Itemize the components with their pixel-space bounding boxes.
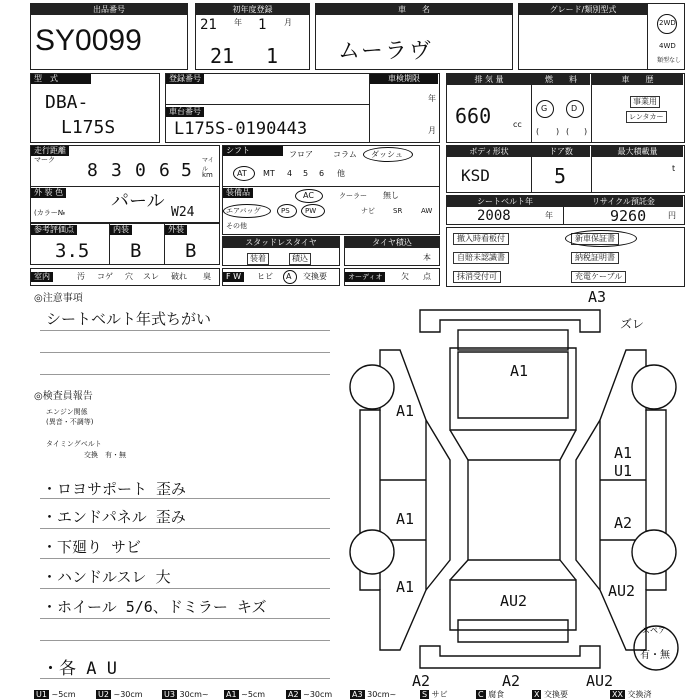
tire-label: タイヤ積込 [345, 237, 439, 248]
lot-label: 出品番号 [31, 4, 187, 15]
fw-a: A [286, 272, 292, 281]
studless-label: スタッドレスタイヤ [223, 237, 339, 248]
studless-loaded: 積込 [289, 253, 311, 265]
trans-4: 4 [287, 169, 293, 178]
exterior-label: 外装 [165, 225, 187, 235]
inspector-item-4: ・ハンドルスレ 大 [42, 568, 171, 586]
capacity-box [592, 145, 685, 193]
mark-a1-left-mid: A1 [396, 510, 415, 528]
cond-dirty: 汚 [77, 272, 85, 281]
fuel-g: G [541, 104, 548, 113]
color-label: 外 装 色 [31, 188, 66, 198]
color-code: W24 [171, 205, 195, 220]
doors-label: ドア数 [532, 146, 590, 157]
legend-key-a3: A3 [352, 690, 363, 699]
mileage-digit-5: 5 [181, 160, 192, 181]
timing-exchange: 交換 有・無 [84, 451, 126, 459]
legend-key-a2: A2 [288, 690, 299, 699]
mileage-digit-2: 3 [111, 160, 122, 181]
equip-navi: ナビ [361, 207, 375, 215]
audio-label: オーディオ [345, 272, 385, 282]
mileage-unit-km: km [202, 171, 213, 179]
seatbelt-unit: 年 [545, 211, 553, 220]
cond-scuff: スレ [143, 272, 159, 281]
mark-a1-roof: A1 [510, 362, 529, 380]
trans-other: 他 [337, 169, 345, 178]
doc-2: 新車保証書 [571, 233, 619, 245]
studless-box [222, 236, 340, 266]
legend-val-a3: 30cm~ [367, 690, 397, 699]
shift-label: シフト [223, 146, 283, 156]
drive-4wd: 4WD [659, 42, 676, 50]
equip-cooler: クーラー [339, 192, 367, 200]
first-reg-year: 21 [210, 44, 235, 68]
reg-label: 登録番号 [166, 74, 204, 84]
legend-key-x: X [534, 690, 540, 699]
timing-label: タイミングベルト [46, 440, 102, 448]
studless-mounted: 装着 [247, 253, 269, 265]
inspector-title: ◎検査員報告 [34, 391, 93, 402]
doors-value: 5 [554, 164, 567, 188]
type-box [30, 73, 160, 143]
spare-value: 有・無 [640, 650, 670, 661]
recycle-value: 9260 [610, 207, 647, 225]
legend-key-u1: U1 [36, 690, 47, 699]
exterior-box [165, 223, 220, 265]
mileage-sub: マーク [34, 156, 55, 164]
legend-val-u1: ~5cm [51, 690, 76, 699]
mark-zure: ズレ [620, 317, 645, 331]
mark-a1-left-rear: A1 [396, 578, 415, 596]
mileage-box [30, 145, 220, 187]
body-box [446, 145, 532, 193]
type-value-2: L175S [61, 117, 116, 138]
legend-key-c: C [478, 690, 484, 699]
item-line-2 [40, 528, 330, 529]
first-reg-label: 初年度登録 [196, 4, 309, 15]
shift-dash: ダッシュ [371, 150, 403, 159]
inspection-year: 年 [428, 94, 436, 103]
inspection-box [370, 73, 440, 143]
mark-a2-rear-bumper: A2 [502, 672, 521, 690]
legend-val-c: 腐食 [488, 690, 505, 699]
shift-floor: フロア [289, 150, 313, 159]
fuel-blank-4: ) [584, 127, 588, 136]
recycle-unit: 円 [668, 211, 676, 220]
fuel-blank-3: ( [566, 127, 570, 136]
doc-6: 充電ケーブル [571, 271, 626, 283]
mileage-digit-3: 0 [135, 160, 146, 181]
note-line-1 [40, 330, 330, 331]
legend-val-s: サビ [431, 690, 448, 699]
fuel-d: D [571, 104, 578, 113]
reg-box [165, 73, 370, 105]
audio-box [344, 268, 440, 286]
capacity-label: 最大積載量 [592, 146, 683, 157]
body-label: ボディ形状 [447, 146, 531, 157]
trans-6: 6 [319, 169, 325, 178]
engine-label: エンジン関係 [46, 408, 88, 416]
chassis-value: L175S-0190443 [174, 119, 308, 139]
doc-1: 撤入時看板付 [453, 233, 509, 245]
usage-box [592, 73, 685, 143]
audio-missing: 欠 [401, 272, 409, 281]
cond-smell: 臭 [203, 272, 211, 281]
fuel-blank-2: ) [556, 127, 560, 136]
item-line-5 [40, 618, 330, 619]
inspector-item-1: ・ロヨサポート 歪み [42, 480, 187, 498]
drive-2wd: 2WD [659, 19, 676, 27]
seatbelt-label: シートベルト年 [447, 196, 563, 207]
displacement-value: 660 [455, 104, 492, 128]
item-line-1 [40, 498, 330, 499]
equip-airbag: エアバッグ [226, 207, 261, 215]
docs-box [446, 227, 685, 287]
item-line-4 [40, 588, 330, 589]
item-line-6 [40, 640, 330, 641]
mileage-label: 走行距離 [31, 146, 69, 156]
interior-label: 内装 [110, 225, 132, 235]
drive-box [648, 3, 685, 70]
doc-2-circle [565, 230, 637, 247]
interior-cond-label: 室内 [31, 272, 53, 282]
chassis-label: 車台番号 [166, 107, 204, 117]
first-reg-box [195, 3, 310, 70]
inspector-item-6: ・各 A U [42, 659, 117, 679]
inspector-item-2: ・エンドパネル 歪み [42, 508, 186, 526]
usage-rental: レンタカー [626, 111, 667, 123]
mark-a1-right-front: A1 [614, 444, 633, 462]
lot-number: SY0099 [35, 24, 142, 57]
shift-column: コラム [333, 150, 357, 159]
mark-u1-right: U1 [614, 462, 633, 480]
doc-4: 納税証明書 [571, 252, 619, 264]
item-line-7 [40, 678, 330, 679]
item-line-3 [40, 558, 330, 559]
body-value: KSD [461, 166, 490, 185]
chassis-box [165, 105, 370, 143]
doc-5: 抹消受付可 [453, 271, 501, 283]
attention-title: ◎注意事項 [34, 293, 83, 304]
grade-label: グレード/類別型式 [519, 4, 647, 15]
first-reg-month-unit: 月 [284, 18, 292, 27]
recycle-box [564, 195, 685, 225]
score-box [30, 223, 110, 265]
trans-mt: MT [263, 169, 275, 178]
first-reg-month-top: 1 [258, 17, 267, 33]
first-reg-year-top: 21 [200, 17, 217, 33]
model-label: 車 名 [316, 4, 512, 15]
note-line-3 [40, 374, 330, 375]
score-label: 参考評価点 [31, 225, 77, 235]
legend-val-a2: ~30cm [303, 690, 333, 699]
score-value: 3.5 [55, 240, 90, 262]
lot-box [30, 3, 188, 70]
legend-val-xx: 交換済 [627, 690, 652, 699]
fuel-label: 燃 料 [532, 74, 590, 85]
cond-tear: 破れ [171, 272, 187, 281]
displacement-box [446, 73, 532, 143]
legend-val-x: 交換要 [544, 690, 569, 699]
legend-val-u3: 30cm~ [179, 690, 209, 699]
capacity-unit: t [672, 164, 676, 173]
equip-aw: AW [421, 207, 433, 215]
mark-a2-right: A2 [614, 514, 633, 532]
mileage-unit-mile: マイル [202, 157, 214, 173]
equip-none: 無し [383, 191, 399, 200]
mileage-digit-1: 8 [87, 160, 98, 181]
mark-au2-rear-right: AU2 [586, 672, 614, 690]
interior-value: B [130, 240, 142, 262]
legend-val-u2: ~30cm [113, 690, 143, 699]
fuel-box [532, 73, 592, 143]
type-label: 型 式 [31, 74, 91, 84]
recycle-label: リサイクル預託金 [564, 196, 683, 207]
equip-pw: PW [305, 207, 317, 215]
displacement-label: 排 気 量 [447, 74, 531, 85]
car-diagram [340, 290, 690, 690]
inspection-month: 月 [428, 126, 436, 135]
trans-at: AT [237, 169, 247, 178]
interior-box [110, 223, 165, 265]
audio-point: 点 [423, 272, 431, 281]
color-code-label: (カラー№ [34, 209, 66, 217]
fw-box [222, 268, 340, 286]
seatbelt-box [446, 195, 564, 225]
grade-box [518, 3, 648, 70]
inspection-label: 車検期限 [370, 74, 438, 84]
usage-business: 事業用 [630, 96, 660, 108]
color-value: パール [111, 191, 165, 212]
attention-text: シートベルト年式ちがい [46, 310, 212, 328]
type-value-1: DBA- [45, 92, 89, 113]
doors-box [532, 145, 592, 193]
equip-ps: PS [281, 207, 290, 215]
legend-key-xx: XX [612, 690, 623, 699]
mark-a3: A3 [588, 290, 607, 306]
cond-burn: コゲ [97, 272, 113, 281]
cond-hole: 穴 [125, 272, 133, 281]
inspector-item-5: ・ホイール 5/6、ドミラー キズ [42, 598, 267, 616]
model-name: ムーラヴ [338, 39, 433, 64]
fw-label: F W [223, 272, 244, 282]
equip-sr: SR [393, 207, 403, 215]
drive-none: 類型なし [657, 57, 682, 64]
shift-box [222, 145, 440, 187]
tire-unit: 本 [423, 253, 431, 262]
fw-crack: ヒビ [257, 272, 273, 281]
seatbelt-value: 2008 [477, 208, 511, 224]
color-box [30, 187, 220, 223]
mark-au2-right-rear: AU2 [608, 582, 636, 600]
legend-key-a1: A1 [226, 690, 237, 699]
mark-a2-rear-left: A2 [412, 672, 431, 690]
equip-label: 装備品 [223, 188, 253, 198]
fw-exchange: 交換要 [303, 272, 327, 281]
doc-3: 自賠未認識書 [453, 252, 509, 264]
fuel-blank-1: ( [536, 127, 540, 136]
interior-cond-box [30, 268, 220, 286]
first-reg-year-unit: 年 [234, 18, 242, 27]
spare-label: スペア [642, 626, 666, 635]
legend-key-u2: U2 [98, 690, 109, 699]
note-line-2 [40, 352, 330, 353]
tire-box [344, 236, 440, 266]
exterior-value: B [185, 240, 197, 262]
equip-other: その他 [226, 222, 247, 230]
legend-key-s: S [422, 690, 428, 699]
inspector-item-3: ・下廻り サビ [42, 538, 142, 556]
legend-val-a1: ~5cm [241, 690, 266, 699]
mileage-digit-4: 6 [159, 160, 170, 181]
mark-au2-rear: AU2 [500, 592, 528, 610]
legend-key-u3: U3 [164, 690, 175, 699]
trans-5: 5 [303, 169, 309, 178]
mark-a1-left-front: A1 [396, 402, 415, 420]
model-box [315, 3, 513, 70]
equip-box [222, 187, 440, 235]
engine-sub: (異音・不調等) [46, 418, 94, 426]
displacement-unit: cc [513, 120, 522, 129]
usage-label: 車 歴 [592, 74, 683, 85]
equip-ac: AC [303, 191, 314, 200]
legend-bar [0, 688, 700, 700]
first-reg-month: 1 [266, 44, 279, 68]
